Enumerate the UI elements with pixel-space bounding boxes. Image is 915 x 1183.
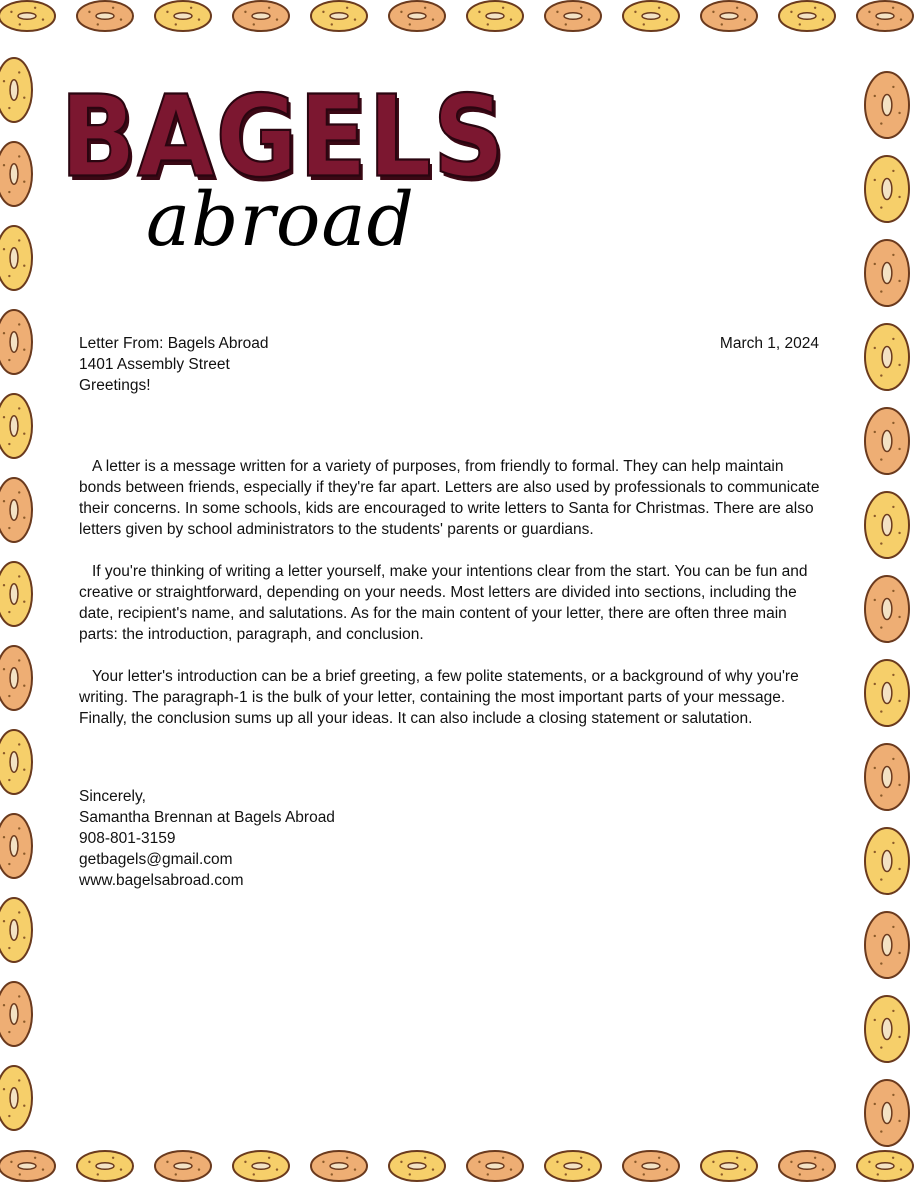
bagel-icon (779, 1, 835, 31)
letter-body (79, 456, 827, 750)
bagel-icon (865, 1080, 909, 1146)
bagel-icon (0, 730, 32, 794)
bagel-icon (389, 1, 445, 31)
bagel-icon (467, 1, 523, 31)
bagel-icon (623, 1151, 679, 1181)
bagel-icon (0, 982, 32, 1046)
bagel-icon (0, 814, 32, 878)
paragraph: A letter is a message written for a variety of purposes, from friendly to formal. They can help maintain bonds between friends, especially if they're far apart. Letters are also used by professionals to communicate their concerns. In some schools, kids are encouraged to write letters to Santa for Christmas. There are also letters given by school administrators to the students' parents or guardians. (79, 458, 820, 538)
bagel-icon (701, 1, 757, 31)
bagel-icon (155, 1, 211, 31)
bagel-icon (865, 240, 909, 306)
bagel-icon (857, 1151, 913, 1181)
bagel-icon (865, 408, 909, 474)
signature: Samantha Brennan at Bagels Abroad (79, 809, 335, 826)
bagel-icon (0, 226, 32, 290)
paragraph: Your letter's introduction can be a brief greeting, a few polite statements, or a background of why you're writing. The paragraph-1 is the bulk of your letter, containing the most important parts of your message. Finally, the conclusion sums up all your ideas. It can also include a closing statement or salutation. (79, 668, 799, 727)
bagel-icon (865, 576, 909, 642)
bagel-icon (0, 1066, 32, 1130)
phone: 908-801-3159 (79, 830, 176, 847)
email: getbagels@gmail.com (79, 851, 233, 868)
bagel-icon (865, 72, 909, 138)
bagel-icon (545, 1151, 601, 1181)
bagel-icon (623, 1, 679, 31)
bagel-icon (0, 1, 55, 31)
bagel-icon (545, 1, 601, 31)
bagel-icon (0, 58, 32, 122)
bagel-icon (865, 492, 909, 558)
closing: Sincerely, (79, 788, 146, 805)
letter-date: March 1, 2024 (719, 335, 819, 352)
bagel-icon (77, 1151, 133, 1181)
bagel-icon (77, 1, 133, 31)
bagel-icon (865, 744, 909, 810)
logo-main-text: BAGELS (60, 71, 506, 203)
paragraph: If you're thinking of writing a letter yourself, make your intentions clear from the start. You can be fun and creative or straightforward, depending on your needs. Most letters are divided into sections, including the date, recipient's name, and salutations. As for the main content of your letter, there are often three main parts: the introduction, paragraph, and conclusion. (79, 563, 808, 643)
bagel-icon (467, 1151, 523, 1181)
letter-header (79, 333, 819, 396)
logo-sub-text: abroad (146, 177, 415, 263)
signoff (79, 786, 579, 891)
bagel-icon (155, 1151, 211, 1181)
bagel-icon (311, 1151, 367, 1181)
bagel-icon (779, 1151, 835, 1181)
bagel-icon (0, 394, 32, 458)
bagel-icon (865, 660, 909, 726)
bagel-icon (701, 1151, 757, 1181)
bagel-icon (0, 646, 32, 710)
address: 1401 Assembly Street (79, 356, 230, 373)
from-line: Letter From: Bagels Abroad (79, 335, 269, 352)
bagel-icon (0, 898, 32, 962)
bagel-icon (0, 478, 32, 542)
bagel-icon (233, 1151, 289, 1181)
logo (58, 70, 506, 263)
website: www.bagelsabroad.com (79, 872, 244, 889)
bagel-icon (865, 156, 909, 222)
bagel-icon (865, 912, 909, 978)
bagel-icon (0, 310, 32, 374)
bagel-icon (865, 996, 909, 1062)
bagel-icon (233, 1, 289, 31)
bagel-icon (857, 1, 913, 31)
bagel-icon (0, 562, 32, 626)
bagel-icon (865, 324, 909, 390)
bagel-icon (0, 142, 32, 206)
bagel-icon (0, 1151, 55, 1181)
bagel-icon (865, 828, 909, 894)
greeting: Greetings! (79, 377, 151, 394)
bagel-icon (311, 1, 367, 31)
bagel-icon (389, 1151, 445, 1181)
